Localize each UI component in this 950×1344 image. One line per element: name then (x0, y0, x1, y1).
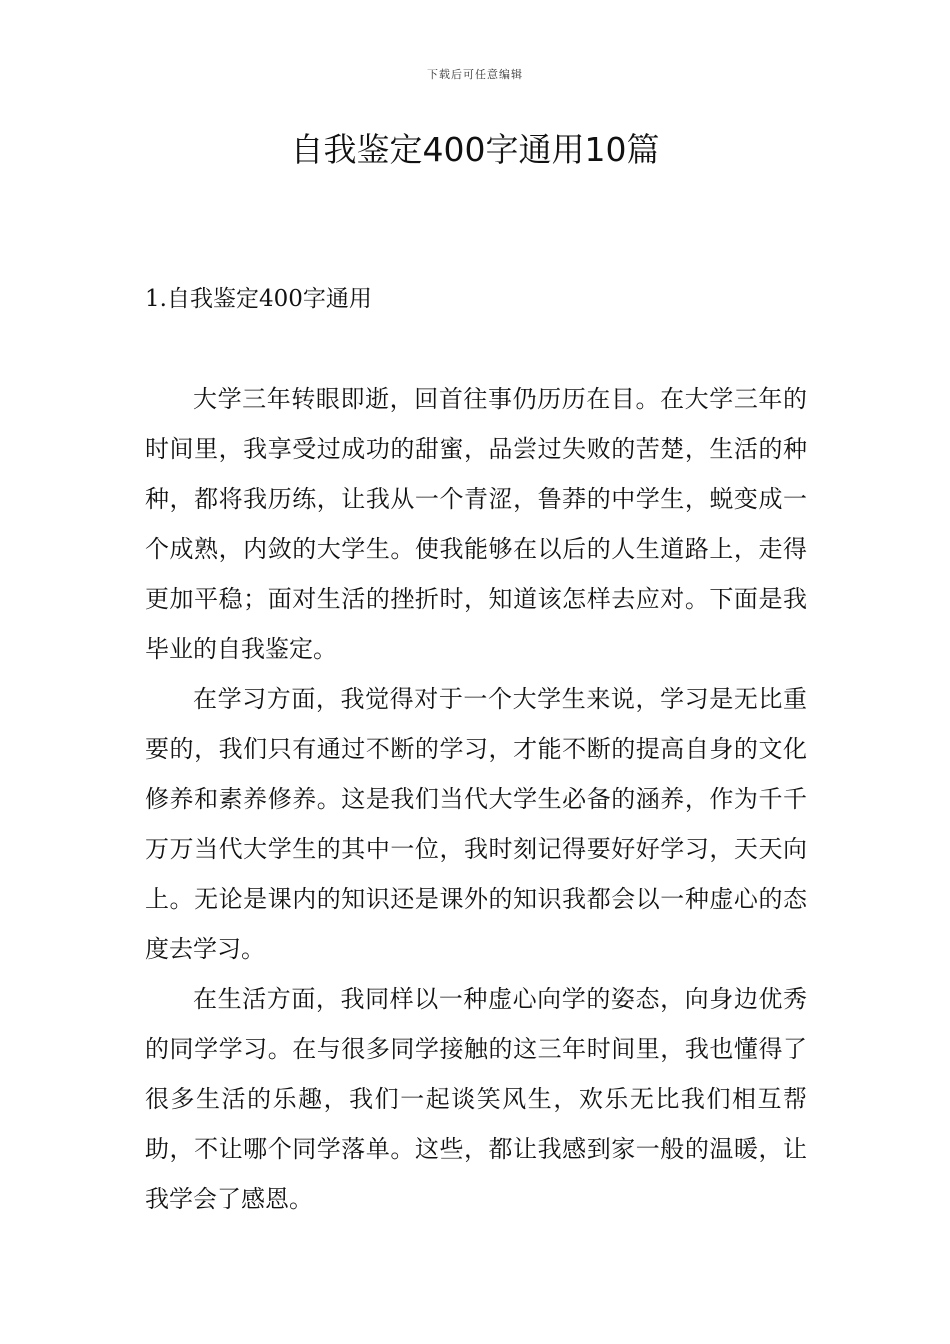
section-heading: 1.自我鉴定400字通用 (145, 286, 372, 312)
document-title: 自我鉴定400字通用10篇 (290, 130, 660, 169)
header-note: 下载后可任意编辑 (427, 68, 523, 81)
paragraph: 在生活方面，我同样以一种虚心向学的姿态，向身边优秀的同学学习。在与很多同学接触的这三年时间里，我也懂得了很多生活的乐趣，我们一起谈笑风生，欢乐无比我们相互帮助，不让哪个同学落单。这些，都让我感到家一般的温暖，让我学会了感恩。 (145, 985, 807, 1213)
body-text (145, 374, 807, 1224)
paragraph: 大学三年转眼即逝，回首往事仍历历在目。在大学三年的时间里，我享受过成功的甜蜜，品尝过失败的苦楚，生活的种种，都将我历练，让我从一个青涩，鲁莽的中学生，蜕变成一个成熟，内敛的大学生。使我能够在以后的人生道路上，走得更加平稳；面对生活的挫折时，知道该怎样去应对。下面是我毕业的自我鉴定。 (145, 385, 807, 663)
paragraph: 在学习方面，我觉得对于一个大学生来说，学习是无比重要的，我们只有通过不断的学习，才能不断的提高自身的文化修养和素养修养。这是我们当代大学生必备的涵养，作为千千万万当代大学生的其中一位，我时刻记得要好好学习，天天向上。无论是课内的知识还是课外的知识我都会以一种虚心的态度去学习。 (145, 685, 807, 963)
